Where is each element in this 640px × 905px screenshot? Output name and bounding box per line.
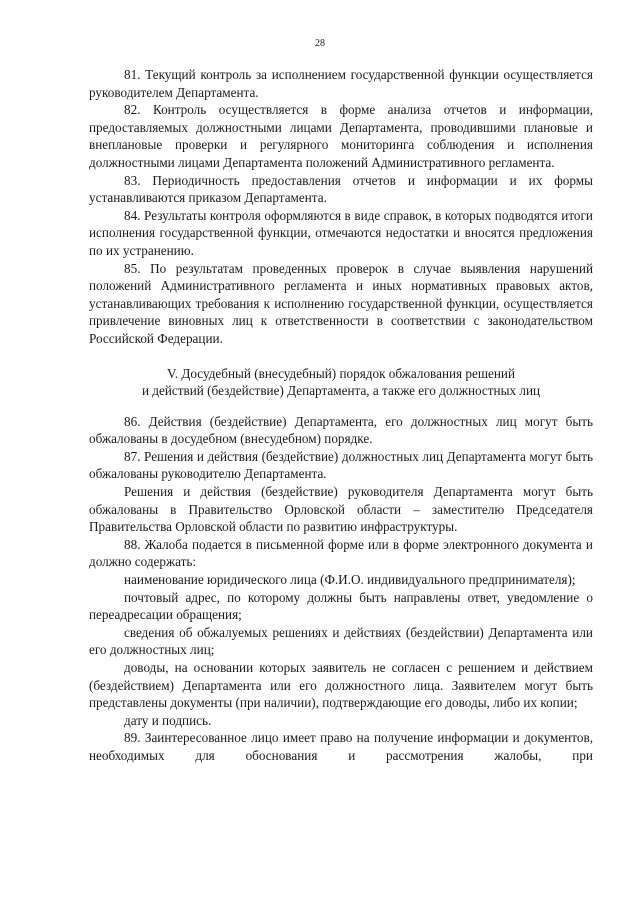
complaint-item-arguments: доводы, на основании которых заявитель не согласен с решением и действием (бездействием) Департамента или его должностного лица. Заявителем могут быть представлены документы (при наличии), подтверждающие его доводы, либо их копии; — [89, 660, 593, 711]
paragraph-85: 85. По результатам проведенных проверок в случае выявления нарушений положений Административного регламента и иных нормативных правовых актов, устанавливающих требования к исполнению государственной функции, осуществляется привлечение виновных лиц к ответственности в соответствии с законодательством Российской Федерации. — [89, 260, 593, 346]
paragraph-82: 82. Контроль осуществляется в форме анализа отчетов и информации, предоставляемых должностными лицами Департамента, проводившими плановые и внеплановые проверки и регулярного мониторинга соблюдения и исполнения должностными лицами Департамента положений Административного регламента. — [89, 102, 593, 170]
page-number: 28 — [315, 38, 325, 49]
paragraph-89: 89. Заинтересованное лицо имеет право на получение информации и документов, необходимых для обоснования и рассмотрения жалобы, при — [89, 730, 593, 763]
paragraph-87: 87. Решения и действия (бездействие) должностных лиц Департамента могут быть обжалованы руководителю Департамента. — [89, 448, 593, 482]
paragraph-83: 83. Периодичность предоставления отчетов и информации и их формы устанавливаются приказом Департамента. — [89, 172, 593, 206]
paragraph-81: 81. Текущий контроль за исполнением государственной функции осуществляется руководителем Департамента. — [89, 67, 593, 100]
paragraph-84: 84. Результаты контроля оформляются в виде справок, в которых подводятся итоги исполнения государственной функции, отмечаются недостатки и вносятся предложения по их устранению. — [89, 207, 593, 258]
paragraph-86: 86. Действия (бездействие) Департамента, его должностных лиц могут быть обжалованы в досудебном (внесудебном) порядке. — [89, 413, 593, 447]
complaint-item-date-signature: дату и подпись. — [124, 712, 212, 728]
paragraph-87-continued: Решения и действия (бездействие) руководителя Департамента могут быть обжалованы в Правительство Орловской области – заместителю Председателя Правительства Орловской области по развитию инфраструктуры. — [89, 484, 593, 535]
document-body — [89, 66, 593, 765]
section-heading-line-1: V. Досудебный (внесудебный) порядок обжалования решений — [166, 365, 516, 381]
complaint-item-decisions: сведения об обжалуемых решениях и действиях (бездействии) Департамента или его должностных лиц; — [89, 624, 593, 658]
paragraph-88: 88. Жалоба подается в письменной форме или в форме электронного документа и должно содержать: — [89, 536, 593, 570]
complaint-item-address: почтовый адрес, по которому должны быть направлены ответ, уведомление о переадресации обращения; — [89, 589, 593, 623]
complaint-item-name: наименование юридического лица (Ф.И.О. индивидуального предпринимателя); — [124, 572, 576, 588]
section-heading — [89, 365, 593, 400]
section-heading-line-2: и действий (бездействие) Департамента, а также его должностных лиц — [141, 383, 541, 399]
